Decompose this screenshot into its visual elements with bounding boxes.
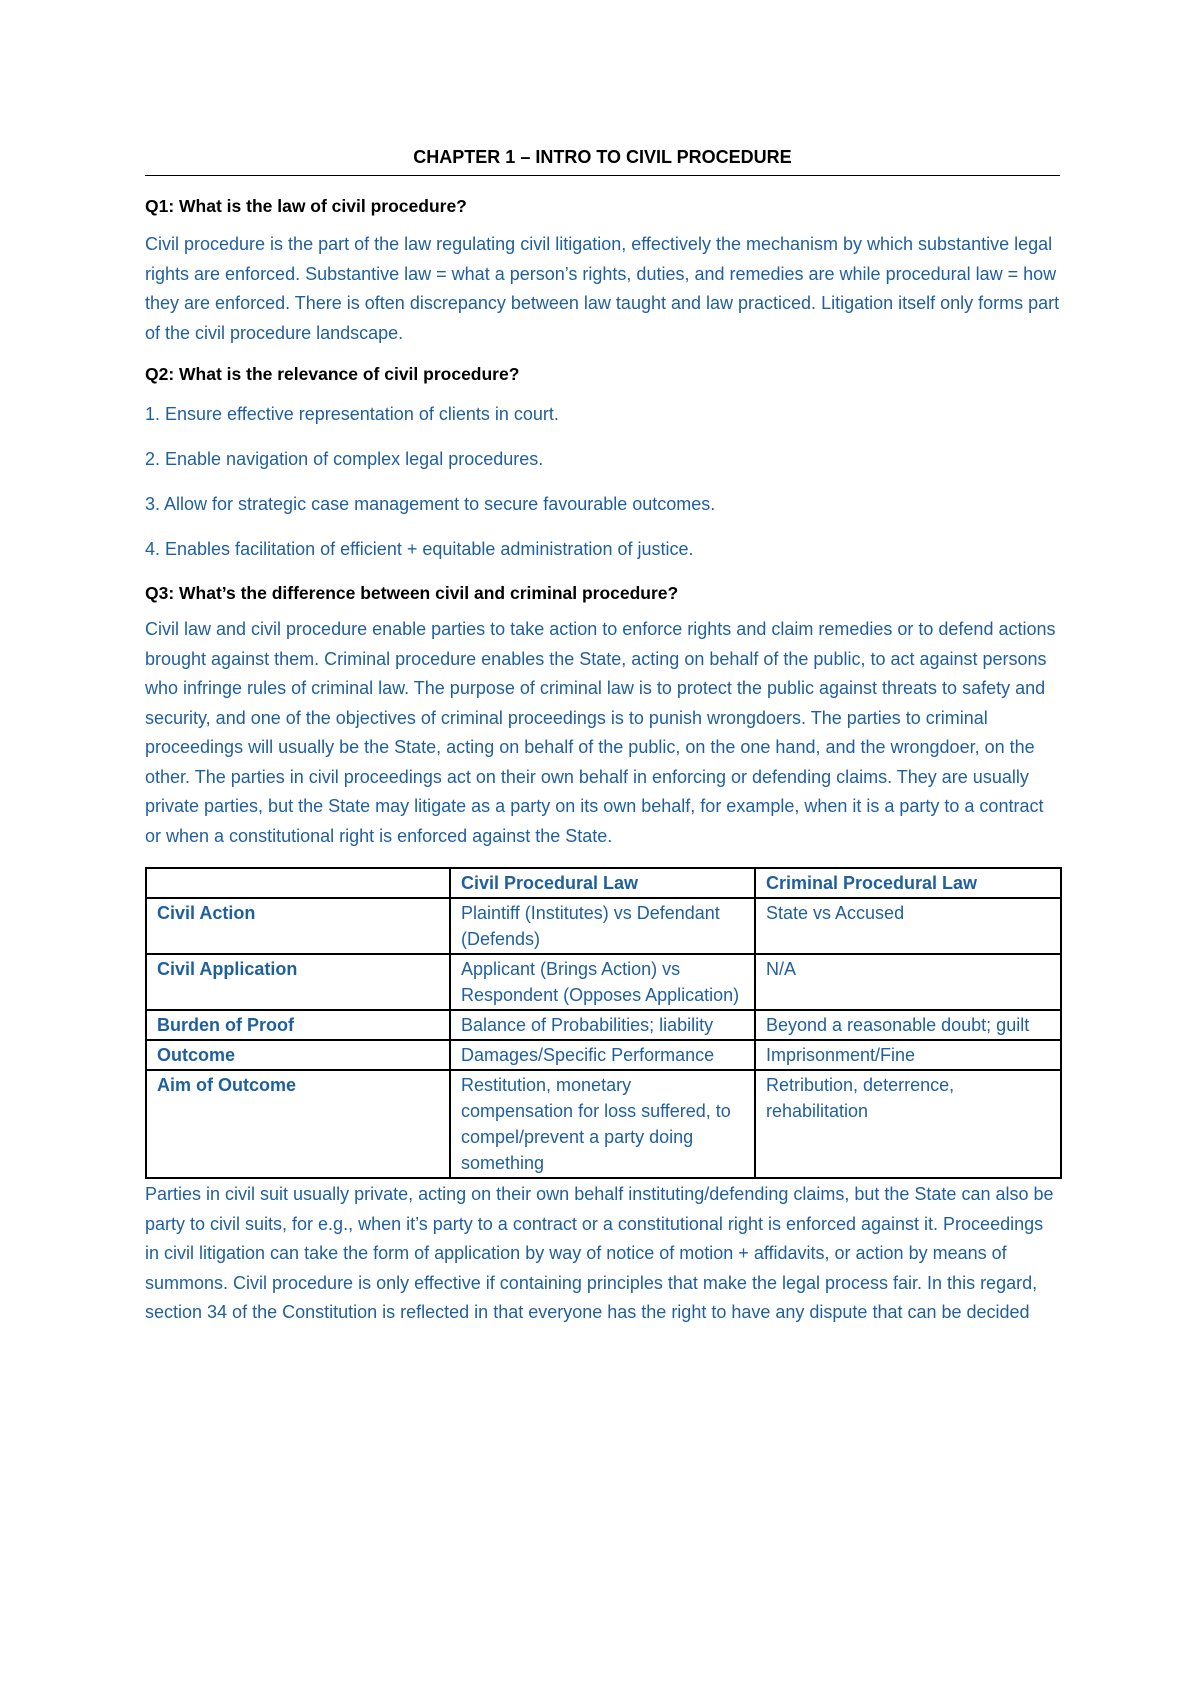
relevance-item: 4. Enables facilitation of efficient + equitable administration of justice. <box>145 539 694 559</box>
table-cell: Retribution, deterrence, rehabilitation <box>755 1070 1061 1178</box>
table-cell: Restitution, monetary compensation for loss suffered, to compel/prevent a party doing something <box>450 1070 755 1178</box>
answer-3: Civil law and civil procedure enable parties to take action to enforce rights and claim remedies or to defend actions brought against them. Criminal procedure enables the State, acting on behalf of the public, to act against persons who infringe rules of criminal law. The purpose of criminal law is to protect the public against threats to safety and security, and one of the objectives of criminal proceedings is to punish wrongdoers. The parties to criminal proceedings will usually be the State, acting on behalf of the public, on the one hand, and the wrongdoer, on the other. The parties in civil proceedings act on their own behalf in enforcing or defending claims. They are usually private parties, but the State may litigate as a party on its own behalf, for example, when it is a party to a contract or when a constitutional right is enforced against the State. <box>145 619 1056 846</box>
table-row <box>146 954 1061 1010</box>
table-row-label: Civil Action <box>146 898 450 954</box>
table-row <box>146 1010 1061 1040</box>
question-3: Q3: What’s the difference between civil and criminal procedure? <box>145 583 679 603</box>
table-cell: Balance of Probabilities; liability <box>450 1010 755 1040</box>
table-row <box>146 898 1061 954</box>
document-page <box>145 145 1060 1328</box>
relevance-item: 3. Allow for strategic case management to secure favourable outcomes. <box>145 494 716 514</box>
table-cell: Imprisonment/Fine <box>755 1040 1061 1070</box>
table-cell: Plaintiff (Institutes) vs Defendant (Defends) <box>450 898 755 954</box>
question-2: Q2: What is the relevance of civil procedure? <box>145 364 520 384</box>
table-header-cell: Criminal Procedural Law <box>755 868 1061 898</box>
answer-1: Civil procedure is the part of the law regulating civil litigation, effectively the mechanism by which substantive legal rights are enforced. Substantive law = what a person’s rights, duties, and remedies are while procedural law = how they are enforced. There is often discrepancy between law taught and law practiced. Litigation itself only forms part of the civil procedure landscape. <box>145 234 1060 343</box>
table-cell: N/A <box>755 954 1061 1010</box>
table-cell: Beyond a reasonable doubt; guilt <box>755 1010 1061 1040</box>
closing-paragraph: Parties in civil suit usually private, acting on their own behalf instituting/defending claims, but the State can also be party to civil suits, for e.g., when it’s party to a contract or a constitutional right is enforced against it. Proceedings in civil litigation can take the form of application by way of notice of motion + affidavits, or action by means of summons. Civil procedure is only effective if containing principles that make the legal process fair. In this regard, section 34 of the Constitution is reflected in that everyone has the right to have any dispute that can be decided <box>145 1184 1054 1322</box>
chapter-title: CHAPTER 1 – INTRO TO CIVIL PROCEDURE <box>145 145 1060 176</box>
comparison-table <box>145 867 1062 1179</box>
table-row-label: Burden of Proof <box>146 1010 450 1040</box>
table-row-label: Aim of Outcome <box>146 1070 450 1178</box>
table-header-cell <box>146 868 450 898</box>
question-1: Q1: What is the law of civil procedure? <box>145 196 467 216</box>
relevance-item: 1. Ensure effective representation of clients in court. <box>145 404 559 424</box>
relevance-item: 2. Enable navigation of complex legal procedures. <box>145 449 544 469</box>
table-row-label: Civil Application <box>146 954 450 1010</box>
table-row <box>146 1040 1061 1070</box>
table-cell: State vs Accused <box>755 898 1061 954</box>
table-cell: Applicant (Brings Action) vs Respondent (Opposes Application) <box>450 954 755 1010</box>
table-row <box>146 1070 1061 1178</box>
table-cell: Damages/Specific Performance <box>450 1040 755 1070</box>
table-header-row <box>146 868 1061 898</box>
table-header-cell: Civil Procedural Law <box>450 868 755 898</box>
table-row-label: Outcome <box>146 1040 450 1070</box>
